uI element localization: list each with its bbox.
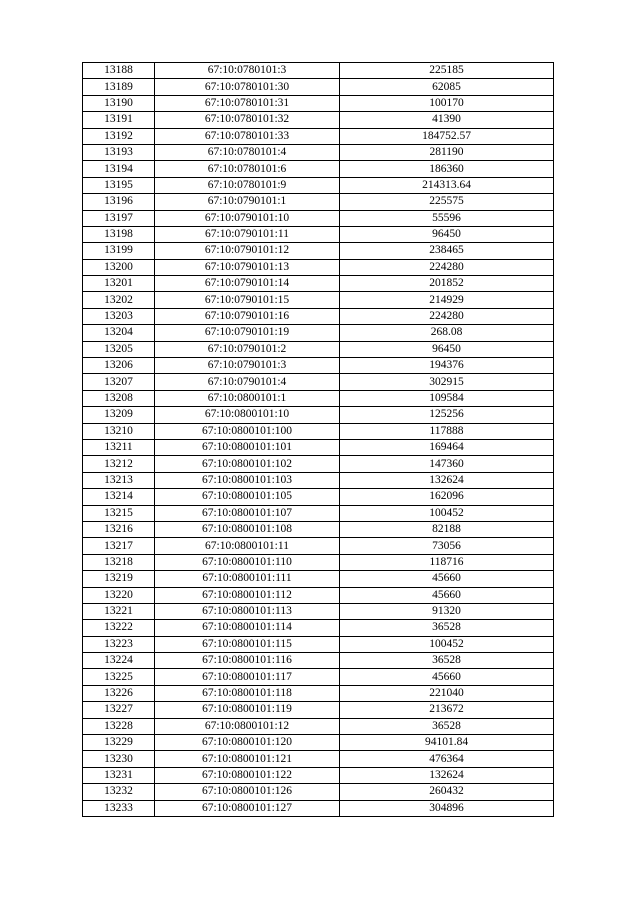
row-number-cell: 13197 — [83, 210, 155, 226]
cadastral-number-cell: 67:10:0800101:105 — [155, 489, 340, 505]
row-number-cell: 13190 — [83, 95, 155, 111]
row-number-cell: 13218 — [83, 554, 155, 570]
value-cell: 45660 — [340, 587, 554, 603]
table-row — [83, 374, 554, 390]
value-cell: 268.08 — [340, 325, 554, 341]
table-row — [83, 144, 554, 160]
cadastral-number-cell: 67:10:0790101:4 — [155, 374, 340, 390]
table-row — [83, 63, 554, 79]
cadastral-number-cell: 67:10:0780101:32 — [155, 112, 340, 128]
value-cell: 82188 — [340, 521, 554, 537]
row-number-cell: 13202 — [83, 292, 155, 308]
value-cell: 132624 — [340, 767, 554, 783]
cadastral-number-cell: 67:10:0780101:3 — [155, 63, 340, 79]
row-number-cell: 13204 — [83, 325, 155, 341]
table-row — [83, 79, 554, 95]
row-number-cell: 13220 — [83, 587, 155, 603]
cadastral-number-cell: 67:10:0790101:10 — [155, 210, 340, 226]
row-number-cell: 13206 — [83, 358, 155, 374]
cadastral-number-cell: 67:10:0790101:15 — [155, 292, 340, 308]
cadastral-number-cell: 67:10:0800101:100 — [155, 423, 340, 439]
value-cell: 224280 — [340, 308, 554, 324]
value-cell: 184752.57 — [340, 128, 554, 144]
cadastral-number-cell: 67:10:0800101:112 — [155, 587, 340, 603]
cadastral-number-cell: 67:10:0800101:111 — [155, 571, 340, 587]
row-number-cell: 13200 — [83, 259, 155, 275]
table-row — [83, 669, 554, 685]
cadastral-number-cell: 67:10:0800101:1 — [155, 390, 340, 406]
table-row — [83, 177, 554, 193]
table-row — [83, 259, 554, 275]
row-number-cell: 13196 — [83, 194, 155, 210]
value-cell: 118716 — [340, 554, 554, 570]
table-row — [83, 653, 554, 669]
cadastral-number-cell: 67:10:0780101:4 — [155, 144, 340, 160]
value-cell: 132624 — [340, 472, 554, 488]
value-cell: 36528 — [340, 620, 554, 636]
cadastral-number-cell: 67:10:0790101:11 — [155, 226, 340, 242]
row-number-cell: 13228 — [83, 718, 155, 734]
table-row — [83, 636, 554, 652]
cadastral-number-cell: 67:10:0790101:16 — [155, 308, 340, 324]
registry-table — [82, 62, 554, 817]
table-row — [83, 767, 554, 783]
table-row — [83, 226, 554, 242]
value-cell: 100170 — [340, 95, 554, 111]
cadastral-number-cell: 67:10:0800101:10 — [155, 407, 340, 423]
row-number-cell: 13192 — [83, 128, 155, 144]
row-number-cell: 13209 — [83, 407, 155, 423]
row-number-cell: 13215 — [83, 505, 155, 521]
table-row — [83, 538, 554, 554]
table-row — [83, 718, 554, 734]
row-number-cell: 13229 — [83, 735, 155, 751]
value-cell: 62085 — [340, 79, 554, 95]
cadastral-number-cell: 67:10:0800101:11 — [155, 538, 340, 554]
value-cell: 225575 — [340, 194, 554, 210]
table-row — [83, 194, 554, 210]
cadastral-number-cell: 67:10:0790101:14 — [155, 276, 340, 292]
table-row — [83, 505, 554, 521]
row-number-cell: 13233 — [83, 800, 155, 816]
table-row — [83, 472, 554, 488]
row-number-cell: 13219 — [83, 571, 155, 587]
cadastral-number-cell: 67:10:0800101:118 — [155, 685, 340, 701]
row-number-cell: 13191 — [83, 112, 155, 128]
table-row — [83, 751, 554, 767]
cadastral-number-cell: 67:10:0800101:102 — [155, 456, 340, 472]
value-cell: 94101.84 — [340, 735, 554, 751]
cadastral-number-cell: 67:10:0800101:103 — [155, 472, 340, 488]
cadastral-number-cell: 67:10:0800101:119 — [155, 702, 340, 718]
cadastral-number-cell: 67:10:0780101:9 — [155, 177, 340, 193]
cadastral-number-cell: 67:10:0800101:126 — [155, 784, 340, 800]
value-cell: 186360 — [340, 161, 554, 177]
table-row — [83, 439, 554, 455]
cadastral-number-cell: 67:10:0780101:30 — [155, 79, 340, 95]
value-cell: 260432 — [340, 784, 554, 800]
row-number-cell: 13199 — [83, 243, 155, 259]
row-number-cell: 13194 — [83, 161, 155, 177]
value-cell: 100452 — [340, 636, 554, 652]
row-number-cell: 13216 — [83, 521, 155, 537]
value-cell: 221040 — [340, 685, 554, 701]
table-row — [83, 341, 554, 357]
cadastral-number-cell: 67:10:0790101:13 — [155, 259, 340, 275]
row-number-cell: 13210 — [83, 423, 155, 439]
cadastral-number-cell: 67:10:0800101:120 — [155, 735, 340, 751]
table-row — [83, 95, 554, 111]
row-number-cell: 13232 — [83, 784, 155, 800]
cadastral-number-cell: 67:10:0800101:113 — [155, 603, 340, 619]
value-cell: 91320 — [340, 603, 554, 619]
value-cell: 55596 — [340, 210, 554, 226]
value-cell: 100452 — [340, 505, 554, 521]
cadastral-number-cell: 67:10:0800101:115 — [155, 636, 340, 652]
table-row — [83, 325, 554, 341]
table-row — [83, 161, 554, 177]
row-number-cell: 13193 — [83, 144, 155, 160]
registry-table-body — [83, 63, 554, 817]
value-cell: 224280 — [340, 259, 554, 275]
cadastral-number-cell: 67:10:0780101:6 — [155, 161, 340, 177]
cadastral-number-cell: 67:10:0800101:101 — [155, 439, 340, 455]
table-row — [83, 128, 554, 144]
cadastral-number-cell: 67:10:0800101:12 — [155, 718, 340, 734]
table-row — [83, 685, 554, 701]
value-cell: 214313.64 — [340, 177, 554, 193]
row-number-cell: 13205 — [83, 341, 155, 357]
table-row — [83, 702, 554, 718]
value-cell: 125256 — [340, 407, 554, 423]
cadastral-number-cell: 67:10:0790101:2 — [155, 341, 340, 357]
table-row — [83, 735, 554, 751]
value-cell: 304896 — [340, 800, 554, 816]
cadastral-number-cell: 67:10:0800101:110 — [155, 554, 340, 570]
cadastral-number-cell: 67:10:0800101:107 — [155, 505, 340, 521]
cadastral-number-cell: 67:10:0800101:127 — [155, 800, 340, 816]
row-number-cell: 13201 — [83, 276, 155, 292]
cadastral-number-cell: 67:10:0790101:19 — [155, 325, 340, 341]
value-cell: 225185 — [340, 63, 554, 79]
value-cell: 41390 — [340, 112, 554, 128]
table-row — [83, 784, 554, 800]
table-row — [83, 407, 554, 423]
row-number-cell: 13189 — [83, 79, 155, 95]
table-row — [83, 620, 554, 636]
cadastral-number-cell: 67:10:0780101:31 — [155, 95, 340, 111]
row-number-cell: 13198 — [83, 226, 155, 242]
row-number-cell: 13195 — [83, 177, 155, 193]
table-row — [83, 292, 554, 308]
cadastral-number-cell: 67:10:0790101:1 — [155, 194, 340, 210]
cadastral-number-cell: 67:10:0800101:108 — [155, 521, 340, 537]
value-cell: 169464 — [340, 439, 554, 455]
value-cell: 302915 — [340, 374, 554, 390]
table-row — [83, 571, 554, 587]
table-row — [83, 390, 554, 406]
value-cell: 238465 — [340, 243, 554, 259]
table-row — [83, 358, 554, 374]
value-cell: 45660 — [340, 669, 554, 685]
value-cell: 213672 — [340, 702, 554, 718]
value-cell: 476364 — [340, 751, 554, 767]
value-cell: 147360 — [340, 456, 554, 472]
cadastral-number-cell: 67:10:0800101:116 — [155, 653, 340, 669]
cadastral-number-cell: 67:10:0790101:3 — [155, 358, 340, 374]
table-row — [83, 210, 554, 226]
cadastral-number-cell: 67:10:0800101:117 — [155, 669, 340, 685]
row-number-cell: 13224 — [83, 653, 155, 669]
table-row — [83, 308, 554, 324]
table-row — [83, 521, 554, 537]
cadastral-number-cell: 67:10:0780101:33 — [155, 128, 340, 144]
value-cell: 96450 — [340, 226, 554, 242]
value-cell: 36528 — [340, 718, 554, 734]
row-number-cell: 13213 — [83, 472, 155, 488]
row-number-cell: 13230 — [83, 751, 155, 767]
row-number-cell: 13217 — [83, 538, 155, 554]
row-number-cell: 13223 — [83, 636, 155, 652]
row-number-cell: 13207 — [83, 374, 155, 390]
table-row — [83, 112, 554, 128]
row-number-cell: 13231 — [83, 767, 155, 783]
value-cell: 214929 — [340, 292, 554, 308]
row-number-cell: 13203 — [83, 308, 155, 324]
value-cell: 45660 — [340, 571, 554, 587]
value-cell: 117888 — [340, 423, 554, 439]
row-number-cell: 13208 — [83, 390, 155, 406]
cadastral-number-cell: 67:10:0800101:114 — [155, 620, 340, 636]
cadastral-number-cell: 67:10:0800101:122 — [155, 767, 340, 783]
row-number-cell: 13211 — [83, 439, 155, 455]
cadastral-number-cell: 67:10:0800101:121 — [155, 751, 340, 767]
value-cell: 162096 — [340, 489, 554, 505]
table-row — [83, 423, 554, 439]
value-cell: 73056 — [340, 538, 554, 554]
row-number-cell: 13188 — [83, 63, 155, 79]
row-number-cell: 13227 — [83, 702, 155, 718]
table-row — [83, 603, 554, 619]
cadastral-number-cell: 67:10:0790101:12 — [155, 243, 340, 259]
row-number-cell: 13214 — [83, 489, 155, 505]
value-cell: 194376 — [340, 358, 554, 374]
table-row — [83, 800, 554, 816]
value-cell: 201852 — [340, 276, 554, 292]
row-number-cell: 13225 — [83, 669, 155, 685]
table-row — [83, 276, 554, 292]
row-number-cell: 13212 — [83, 456, 155, 472]
table-row — [83, 554, 554, 570]
table-row — [83, 243, 554, 259]
table-row — [83, 489, 554, 505]
row-number-cell: 13222 — [83, 620, 155, 636]
value-cell: 109584 — [340, 390, 554, 406]
table-row — [83, 587, 554, 603]
table-row — [83, 456, 554, 472]
value-cell: 36528 — [340, 653, 554, 669]
row-number-cell: 13226 — [83, 685, 155, 701]
row-number-cell: 13221 — [83, 603, 155, 619]
value-cell: 96450 — [340, 341, 554, 357]
value-cell: 281190 — [340, 144, 554, 160]
